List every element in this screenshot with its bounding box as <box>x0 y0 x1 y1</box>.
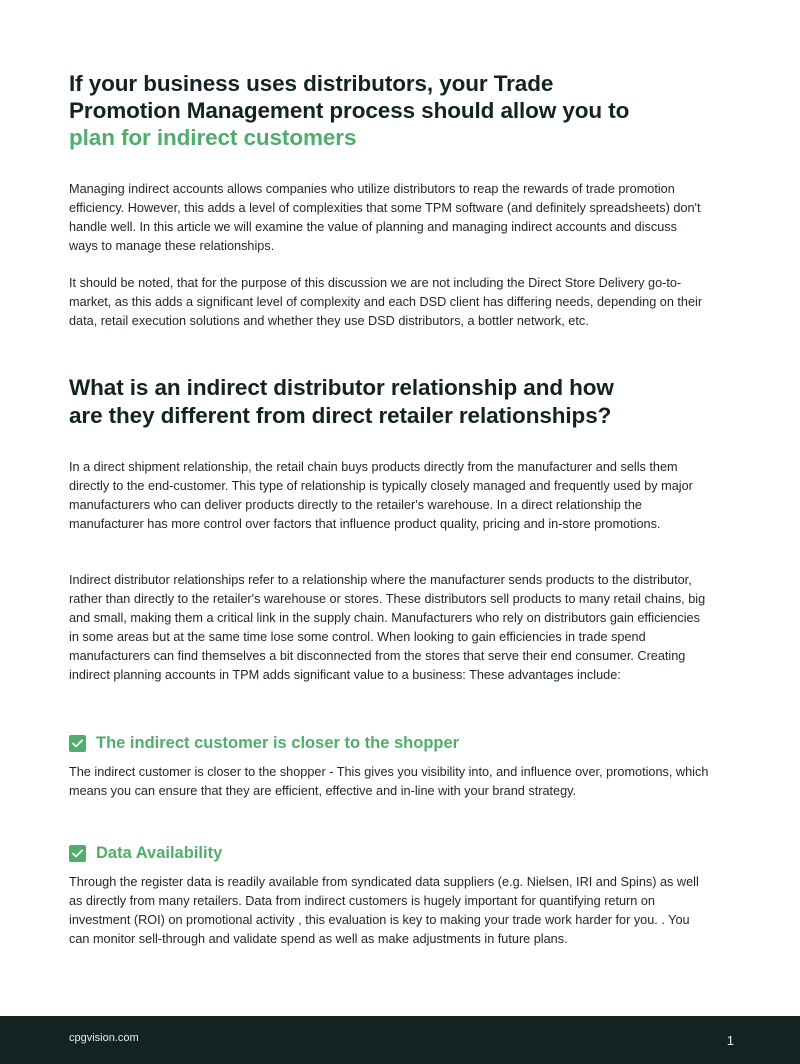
checkmark-icon <box>69 845 86 862</box>
advantage-1-body: The indirect customer is closer to the shopper - This gives you visibility into, and influence over, promotions, which means you can ensure that they are efficient, effective and in-line with your brand strategy. <box>69 765 709 798</box>
section-heading <box>69 374 709 430</box>
section-heading-block <box>69 374 709 430</box>
footer-site-link[interactable]: cpgvision.com <box>69 1032 139 1044</box>
page-footer <box>0 1016 800 1064</box>
section-heading-line-2: are they different from direct retailer relationships? <box>69 403 612 428</box>
advantage-1 <box>69 733 709 801</box>
checkmark-icon <box>69 735 86 752</box>
page-number: 1 <box>726 1033 734 1048</box>
intro-paragraph-2: It should be noted, that for the purpose of this discussion we are not including the Direct Store Delivery go-to-market, as this adds a significant level of complexity and each DSD client has differing needs, depending on their data, retail execution solutions and whether they use DSD distributors, a bottler network, etc. <box>69 276 703 328</box>
title-accent: plan for indirect customers <box>69 125 357 150</box>
section-paragraph-2-block <box>69 571 709 684</box>
intro-paragraph-1: Managing indirect accounts allows companies who utilize distributors to reap the rewards of trade promotion efficiency. However, this adds a level of complexities that some TPM software (and definitely spreadsheets) don't handle well. In this article we will examine the value of planning and managing indirect accounts and discuss ways to manage these relationships. <box>69 182 701 253</box>
advantage-2-heading: Data Availability <box>96 844 223 862</box>
document-title <box>69 70 709 151</box>
advantage-1-heading-row <box>69 733 709 753</box>
section-heading-line-1: What is an indirect distributor relationship and how <box>69 375 614 400</box>
section-paragraph-2: Indirect distributor relationships refer to a relationship where the manufacturer sends products to the distributor, rather than directly to the retailer's warehouse or stores. These distributors sell products to many retail chains, big and small, making them a critical link in the supply chain. Manufacturers who rely on distributors gain efficiencies in some areas but at the same time lose some control. When looking to gain efficiencies in trade spend manufacturers can find themselves a bit disconnected from the stores that serve their end consumer. Creating indirect planning accounts in TPM adds significant value to a business: These advantages include: <box>69 573 706 682</box>
advantage-2 <box>69 843 709 949</box>
advantage-1-heading: The indirect customer is closer to the shopper <box>96 734 460 752</box>
title-line-1: If your business uses distributors, your Trade <box>69 71 554 96</box>
section-paragraph-1: In a direct shipment relationship, the retail chain buys products directly from the manufacturer and sells them directly to the end-customer. This type of relationship is typically closely managed and frequently used by major manufacturers who can deliver products directly to the retailer's warehouse. In a direct relationship the manufacturer has more control over factors that influence product quality, pricing and in-store promotions. <box>69 460 693 531</box>
advantage-2-heading-row <box>69 843 709 863</box>
advantage-2-body: Through the register data is readily available from syndicated data suppliers (e.g. Nielsen, IRI and Spins) as well as directly from many retailers. Data from indirect customers is hugely important for quantifying return on investment (ROI) on promotional activity , this evaluation is key to making your trade work harder for you. . You can monitor sell-through and validate spend as well as make adjustments in future plans. <box>69 875 699 946</box>
title-line-2: Promotion Management process should allow you to <box>69 98 630 123</box>
section-paragraph-1-block <box>69 458 709 534</box>
intro-paragraph-2-block <box>69 274 709 331</box>
intro-paragraph-1-block <box>69 180 709 256</box>
page-title <box>69 70 709 151</box>
